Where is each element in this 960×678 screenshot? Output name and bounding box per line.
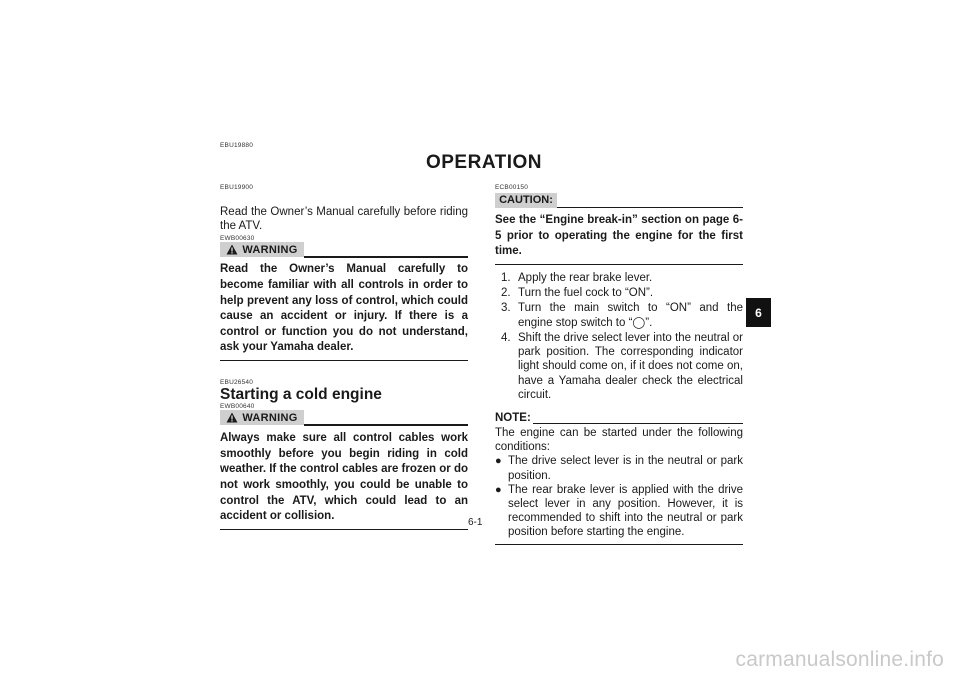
warning2-rule	[304, 424, 468, 425]
warning1-label: WARNING	[242, 243, 298, 256]
warning1-text: Read the Owner’s Manual carefully to become familiar with all controls in order to help prevent any loss of control, which could cause an accident or injury. If there is a control or function you do not understand, ask your Yamaha dealer.	[220, 263, 468, 354]
warning2-header	[220, 410, 468, 427]
watermark: carmanualsonline.info	[735, 648, 944, 671]
step-number: 2.	[501, 287, 511, 300]
warning2-bottom-rule	[220, 529, 468, 530]
list-item	[495, 286, 743, 300]
list-item	[495, 271, 743, 285]
intro-text: Read the Owner’s Manual carefully before riding the ATV.	[220, 206, 468, 233]
bullet-icon: ●	[495, 455, 502, 468]
note-bullets	[495, 454, 743, 539]
caution-rule	[557, 207, 743, 208]
section-title: Starting a cold engine	[220, 386, 382, 404]
note-bottom-rule	[495, 544, 743, 545]
code-warning2: EWB00640	[220, 403, 255, 411]
warning2-label: WARNING	[242, 411, 298, 424]
list-item	[495, 483, 743, 540]
left-column	[220, 184, 468, 530]
step-number: 4.	[501, 331, 511, 344]
warning-triangle-icon	[226, 244, 238, 255]
note-header	[495, 412, 743, 426]
code-left-intro: EBU19900	[220, 184, 254, 191]
code-caution: ECB00150	[495, 184, 529, 191]
warning1-badge	[220, 242, 304, 257]
list-item	[495, 454, 743, 482]
warning1-rule	[304, 256, 468, 257]
page-number: 6-1	[468, 517, 483, 528]
list-item	[495, 301, 743, 329]
step-number: 1.	[501, 272, 511, 285]
bullet-text: The rear brake lever is applied with the drive select lever in any position. However, it is recommended to shift into the neutral or park position before starting the engine.	[508, 483, 743, 539]
caution-header	[495, 193, 743, 210]
list-item	[495, 331, 743, 402]
step-number: 3.	[501, 302, 511, 315]
code-section: EBU26540	[220, 379, 254, 387]
step-text: Apply the rear brake lever.	[518, 272, 653, 285]
page-title: OPERATION	[425, 152, 543, 173]
warning1-bottom-rule	[220, 360, 468, 361]
bullet-icon: ●	[495, 483, 502, 496]
note-intro: The engine can be started under the following conditions:	[495, 426, 743, 454]
note-rule	[533, 423, 743, 424]
step-text: Turn the fuel cock to “ON”.	[518, 287, 654, 300]
steps-list	[495, 271, 743, 402]
code-main: EBU19880	[220, 142, 254, 149]
chapter-tab: 6	[746, 298, 771, 327]
step-text: Shift the drive select lever into the neutral or park position. The corresponding indicator light should come on, if it does not come on, have a Yamaha dealer check the electrical circuit.	[518, 331, 743, 401]
caution-bottom-rule	[495, 264, 743, 265]
code-warning1: EWB00630	[220, 235, 255, 243]
warning-triangle-icon	[226, 412, 238, 423]
note-label: NOTE:	[495, 411, 531, 424]
step-text: Turn the main switch to “ON” and the engine stop switch to “◯”.	[518, 302, 743, 329]
warning2-text: Always make sure all control cables work smoothly before you begin riding in cold weather. If the control cables are frozen or do not work smoothly, you could be unable to control the ATV, which could lead to an accident or collision.	[220, 432, 468, 523]
right-column	[495, 184, 743, 545]
warning1-header	[220, 242, 468, 259]
bullet-text: The drive select lever is in the neutral or park position.	[508, 455, 743, 482]
caution-badge: CAUTION:	[495, 193, 557, 208]
caution-text: See the “Engine break-in” section on page 6-5 prior to operating the engine for the first time.	[495, 214, 743, 258]
warning2-badge	[220, 410, 304, 425]
